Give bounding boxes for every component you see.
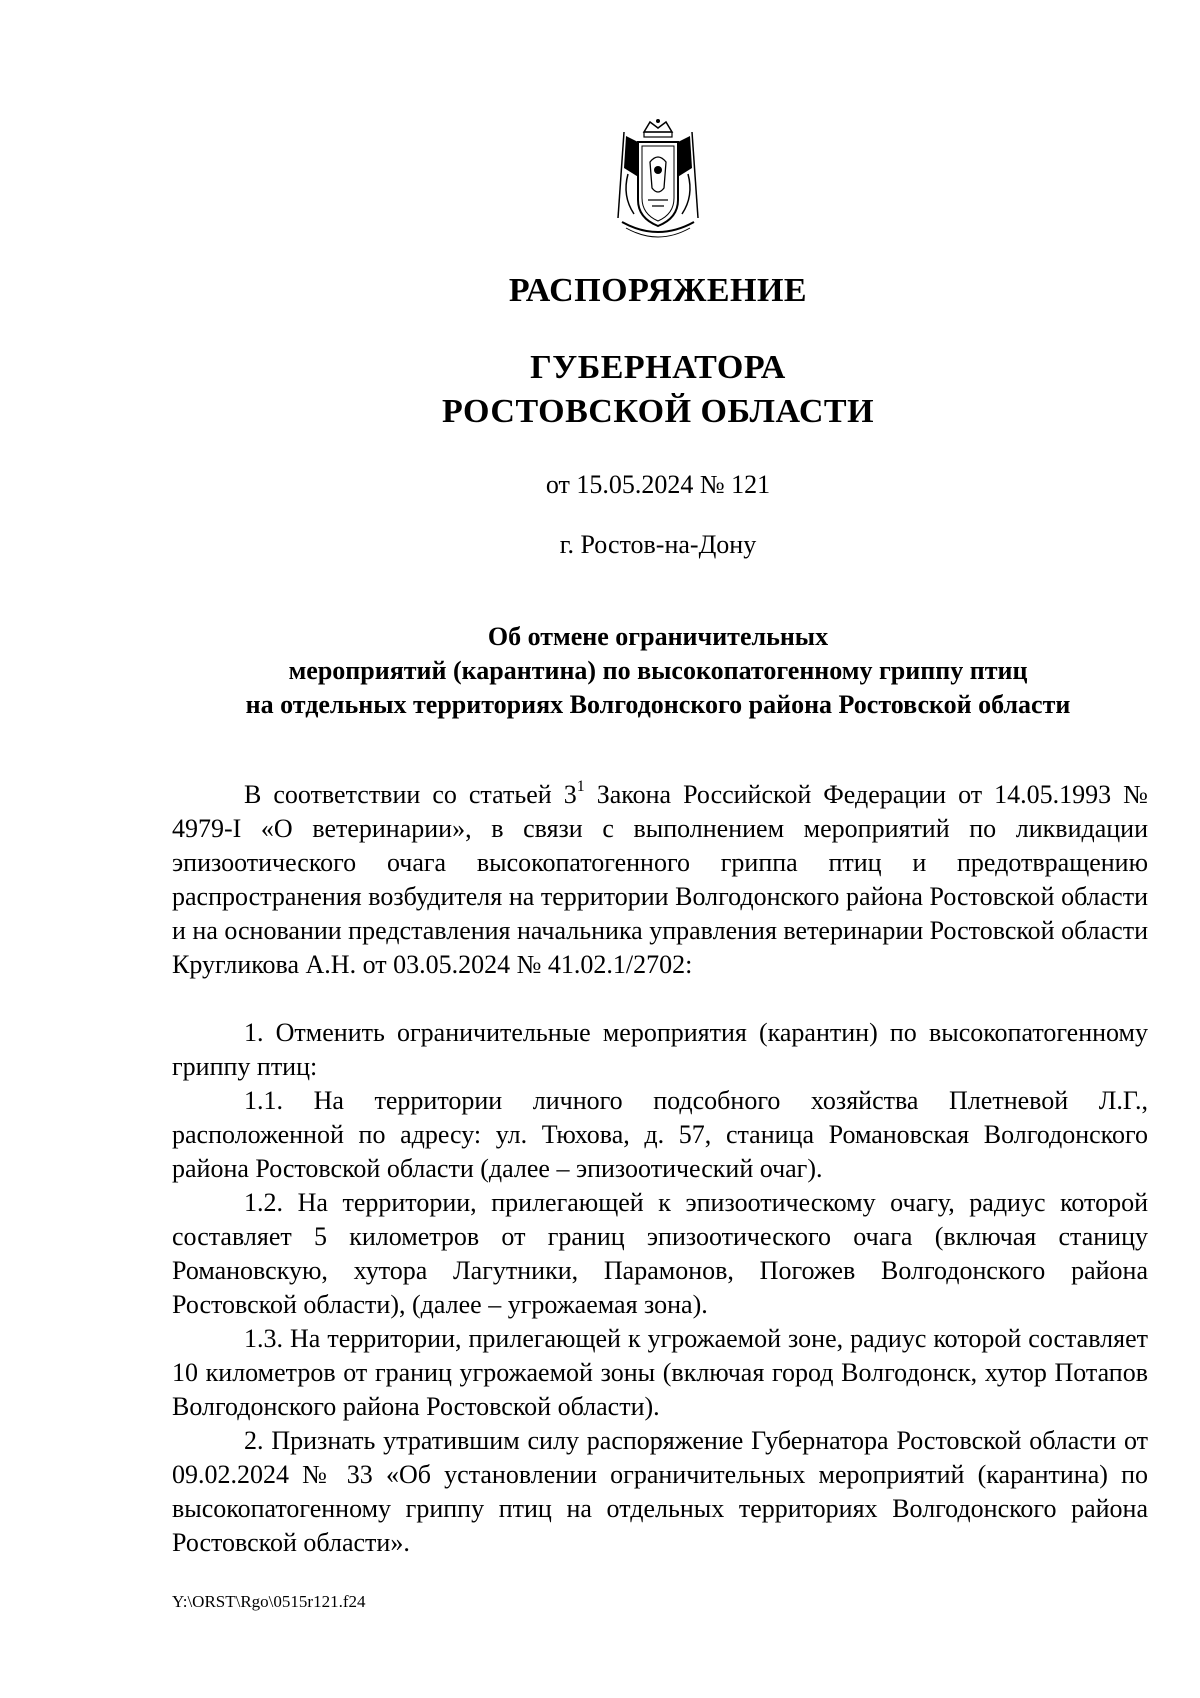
item-1-1-paragraph: 1.1. На территории личного подсобного хозяйства Плетневой Л.Г., расположенной по адресу: ул. Тюхова, д. 57, станица Романовская Волгодонского района Ростовской области (далее – эпизоотический очаг).	[172, 1086, 1148, 1183]
preamble-start: В соответствии со статьей 3	[244, 780, 577, 809]
subject-line-2: мероприятий (карантина) по высокопатогенному гриппу птиц	[288, 656, 1028, 685]
document-body	[172, 778, 1148, 1560]
document-date-number: от 15.05.2024 № 121	[545, 470, 771, 499]
item-1-3-paragraph: 1.3. На территории, прилегающей к угрожаемой зоне, радиус которой составляет 10 километров от границ угрожаемой зоны (включая город Волгодонск, хутор Потапов Волгодонского района Ростовской области).	[172, 1324, 1148, 1421]
issuer-title-line-1: ГУБЕРНАТОРА	[530, 349, 786, 386]
document-city: г. Ростов-на-Дону	[559, 530, 757, 559]
rostov-oblast-coat-of-arms-icon	[604, 118, 712, 244]
document-subject	[0, 620, 1200, 722]
subject-line-3: на отдельных территориях Волгодонского района Ростовской области	[245, 690, 1071, 719]
preamble-rest: Закона Российской Федерации от 14.05.1993 № 4979-I «О ветеринарии», в связи с выполнением мероприятий по ликвидации эпизоотического очага высокопатогенного гриппа птиц и предотвращению распространения возбудителя на территории Волгодонского района Ростовской области и на основании представления начальника управления ветеринарии Ростовской области Кругликова А.Н. от 03.05.2024 № 41.02.1/2702:	[172, 780, 1148, 979]
article-superscript: 1	[576, 778, 585, 796]
document-type-title: РАСПОРЯЖЕНИЕ	[508, 272, 808, 309]
item-1-2-paragraph: 1.2. На территории, прилегающей к эпизоотическому очагу, радиус которой составляет 5 километров от границ эпизоотического очага (включая станицу Романовскую, хутора Лагутники, Парамонов, Погожев Волгодонского района Ростовской области), (далее – угрожаемая зона).	[172, 1188, 1148, 1319]
file-path-footer: Y:\ORST\Rgo\0515r121.f24	[172, 1592, 366, 1611]
issuer-title-line-2: РОСТОВСКОЙ ОБЛАСТИ	[441, 393, 875, 430]
item-1-paragraph: 1. Отменить ограничительные мероприятия (карантин) по высокопатогенному гриппу птиц:	[172, 1018, 1148, 1081]
preamble-paragraph	[172, 778, 1148, 982]
issuer-title	[0, 346, 1200, 434]
item-2-paragraph: 2. Признать утратившим силу распоряжение Губернатора Ростовской области от 09.02.2024 № 33 «Об установлении ограничительных мероприятий (карантина) по высокопатогенному гриппу птиц на отдельных территориях Волгодонского района Ростовской области».	[172, 1426, 1148, 1557]
subject-line-1: Об отмене ограничительных	[487, 622, 829, 651]
